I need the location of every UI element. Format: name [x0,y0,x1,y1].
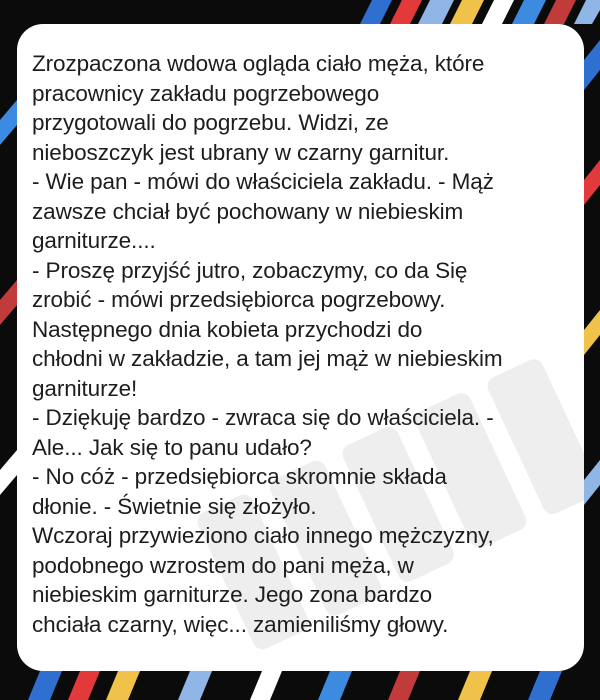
story-line: zrobić - mówi przedsiębiorca pogrzebowy. [32,287,446,312]
joke-card [17,24,584,671]
story-line: zawsze chciał być pochowany w niebieskim [32,198,464,224]
story-line: - Dziękuję bardzo - zwraca się do właściciela. - [32,405,494,430]
story-line: Wczoraj przywieziono ciało innego mężczyzny, [32,523,494,548]
story-line: - Wie pan - mówi do właściciela zakładu. - Mąż [32,169,494,194]
story-line: dłonie. - Świetnie się złożyło. [32,493,317,519]
story-line: chłodni w zakładzie, a tam jej mąż w niebieskim [32,346,503,371]
story-line: - Proszę przyjść jutro, zobaczymy, co da Się [32,257,468,283]
story-line: nieboszczyk jest ubrany w czarny garnitur. [32,139,450,165]
story-line: Następnego dnia kobieta przychodzi do [32,316,423,342]
story-line: Zrozpaczona wdowa ogląda ciało męża, które [32,51,485,76]
story-line: podobnego wzrostem do pani męża, w [32,552,414,578]
story-line: niebieskim garniturze. Jego zona bardzo [32,582,433,607]
story-line: chciała czarny, więc... zamieniliśmy głowy. [32,611,449,637]
story-line: przygotowali do pogrzebu. Widzi, ze [32,110,389,135]
story-line: garniturze! [32,375,138,401]
story-line: pracownicy zakładu pogrzebowego [32,80,380,106]
story-line: - No cóż - przedsiębiorca skromnie składa [32,464,447,489]
story-line: garniturze.... [32,228,156,253]
story-line: Ale... Jak się to panu udało? [32,434,312,460]
story-text [32,49,577,639]
